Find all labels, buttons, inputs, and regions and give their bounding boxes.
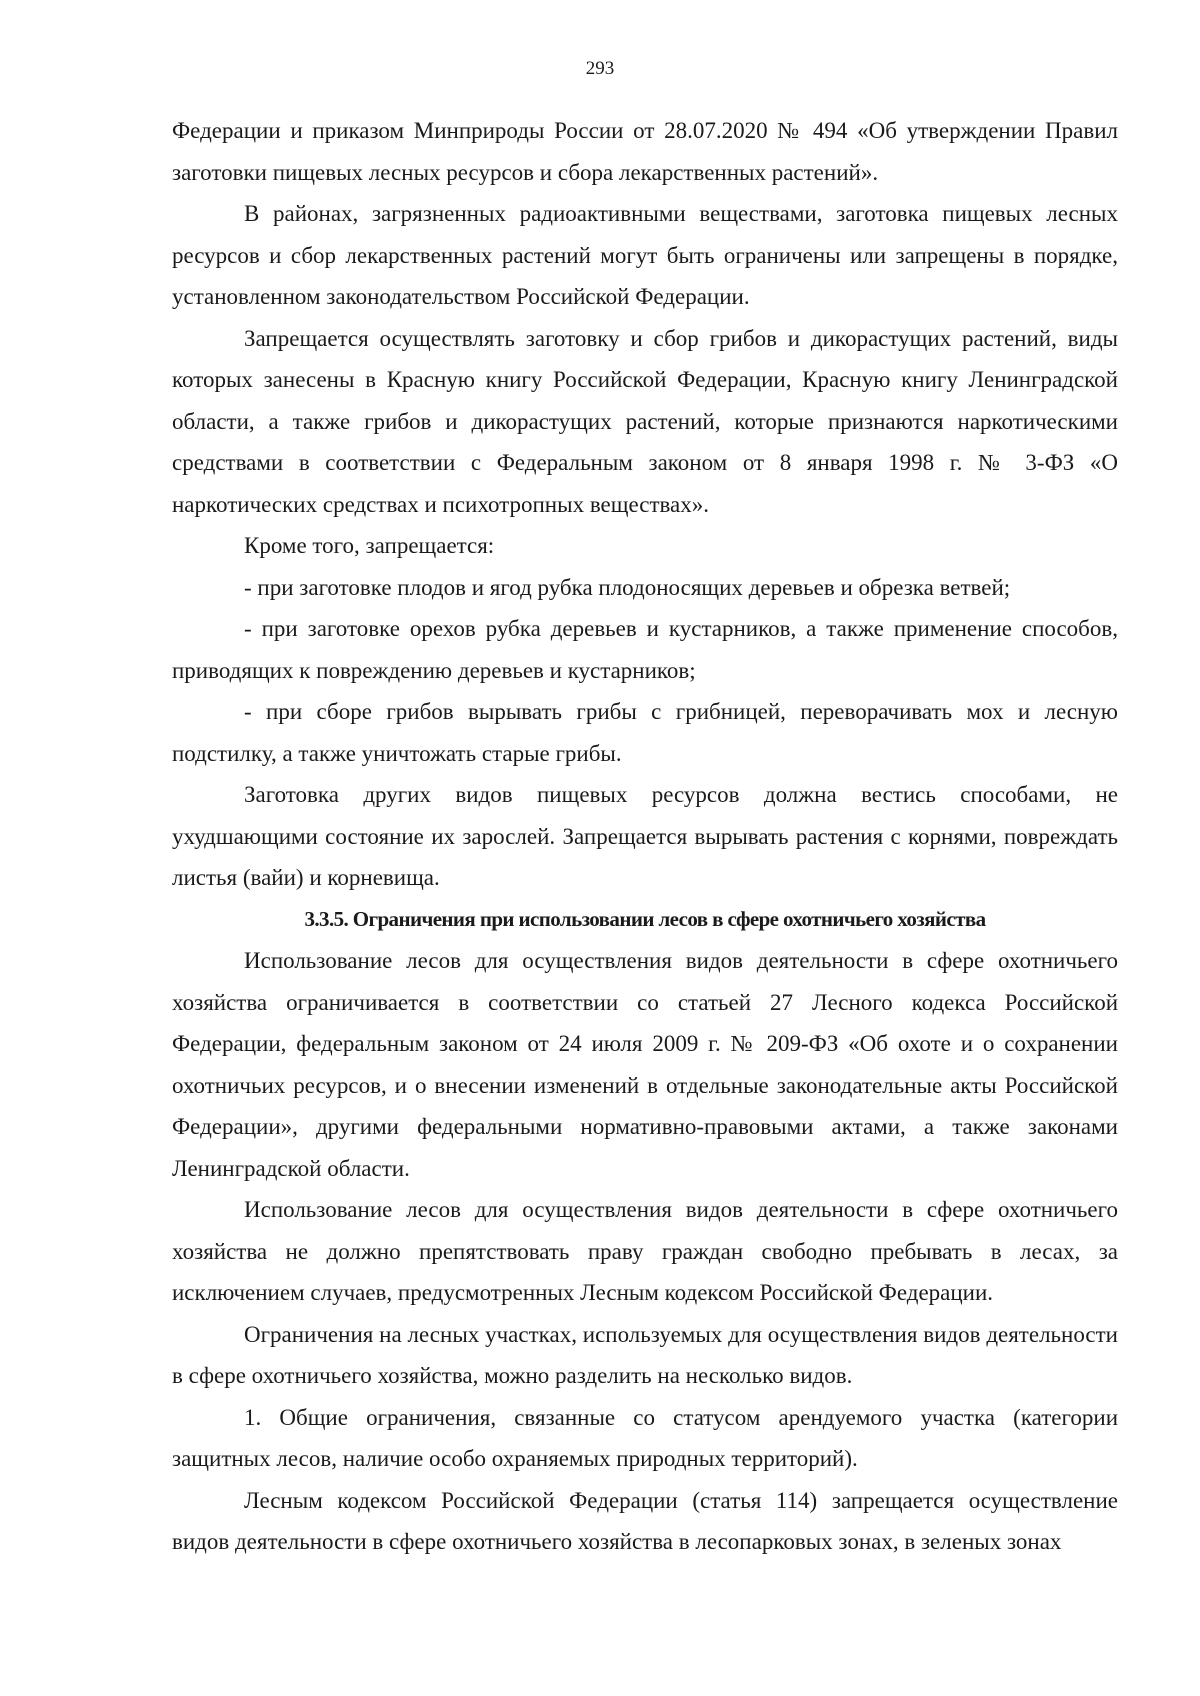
paragraph: В районах, загрязненных радиоактивными веществами, заготовка пищевых лесных ресурсов и сбор лекарственных растений могут быть ограничены или запрещены в порядке, установленном законодательством Российской Федерации. bbox=[172, 201, 1118, 309]
list-item: - при сборе грибов вырывать грибы с грибницей, переворачивать мох и лесную подстилку, а также уничтожать старые грибы. bbox=[172, 699, 1118, 766]
page-number: 293 bbox=[585, 58, 615, 79]
paragraph: Использование лесов для осуществления видов деятельности в сфере охотничьего хозяйства ограничивается в соответствии со статьей 27 Лесного кодекса Российской Федерации, федеральным законом от 24 июля 2009 г. № 209-ФЗ «Об охоте и о сохранении охотничьих ресурсов, и о внесении изменений в отдельные законодательные акты Российской Федерации», другими федеральными нормативно-правовыми актами, а также законами Ленинградской области. bbox=[172, 948, 1118, 1181]
paragraph: Федерации и приказом Минприроды России от 28.07.2020 № 494 «Об утверждении Правил заготовки пищевых лесных ресурсов и сбора лекарственных растений». bbox=[172, 118, 1118, 185]
paragraph: 1. Общие ограничения, связанные со статусом арендуемого участка (категории защитных лесов, наличие особо охраняемых природных территорий). bbox=[172, 1404, 1118, 1471]
list-item: - при заготовке орехов рубка деревьев и кустарников, а также применение способов, приводящих к повреждению деревьев и кустарников; bbox=[172, 616, 1118, 683]
document-body bbox=[172, 110, 1118, 1563]
paragraph: Ограничения на лесных участках, используемых для осуществления видов деятельности в сфере охотничьего хозяйства, можно разделить на несколько видов. bbox=[172, 1321, 1118, 1388]
paragraph: Лесным кодексом Российской Федерации (статья 114) запрещается осуществление видов деятельности в сфере охотничьего хозяйства в лесопарковых зонах, в зеленых зонах bbox=[172, 1487, 1118, 1554]
list-item: - при заготовке плодов и ягод рубка плодоносящих деревьев и обрезка ветвей; bbox=[244, 574, 1011, 600]
paragraph: Заготовка других видов пищевых ресурсов должна вестись способами, не ухудшающими состояние их зарослей. Запрещается вырывать растения с корнями, повреждать листья (вайи) и корневища. bbox=[172, 782, 1118, 890]
paragraph: Кроме того, запрещается: bbox=[244, 533, 495, 558]
section-heading: 3.3.5. Ограничения при использовании лесов в сфере охотничьего хозяйства bbox=[304, 906, 986, 931]
paragraph: Использование лесов для осуществления видов деятельности в сфере охотничьего хозяйства не должно препятствовать праву граждан свободно пребывать в лесах, за исключением случаев, предусмотренных Лесным кодексом Российской Федерации. bbox=[172, 1197, 1118, 1305]
paragraph: Запрещается осуществлять заготовку и сбор грибов и дикорастущих растений, виды которых занесены в Красную книгу Российской Федерации, Красную книгу Ленинградской области, а также грибов и дикорастущих растений, которые признаются наркотическими средствами в соответствии с Федеральным законом от 8 января 1998 г. № 3-ФЗ «О наркотических средствах и психотропных веществах». bbox=[172, 325, 1118, 517]
